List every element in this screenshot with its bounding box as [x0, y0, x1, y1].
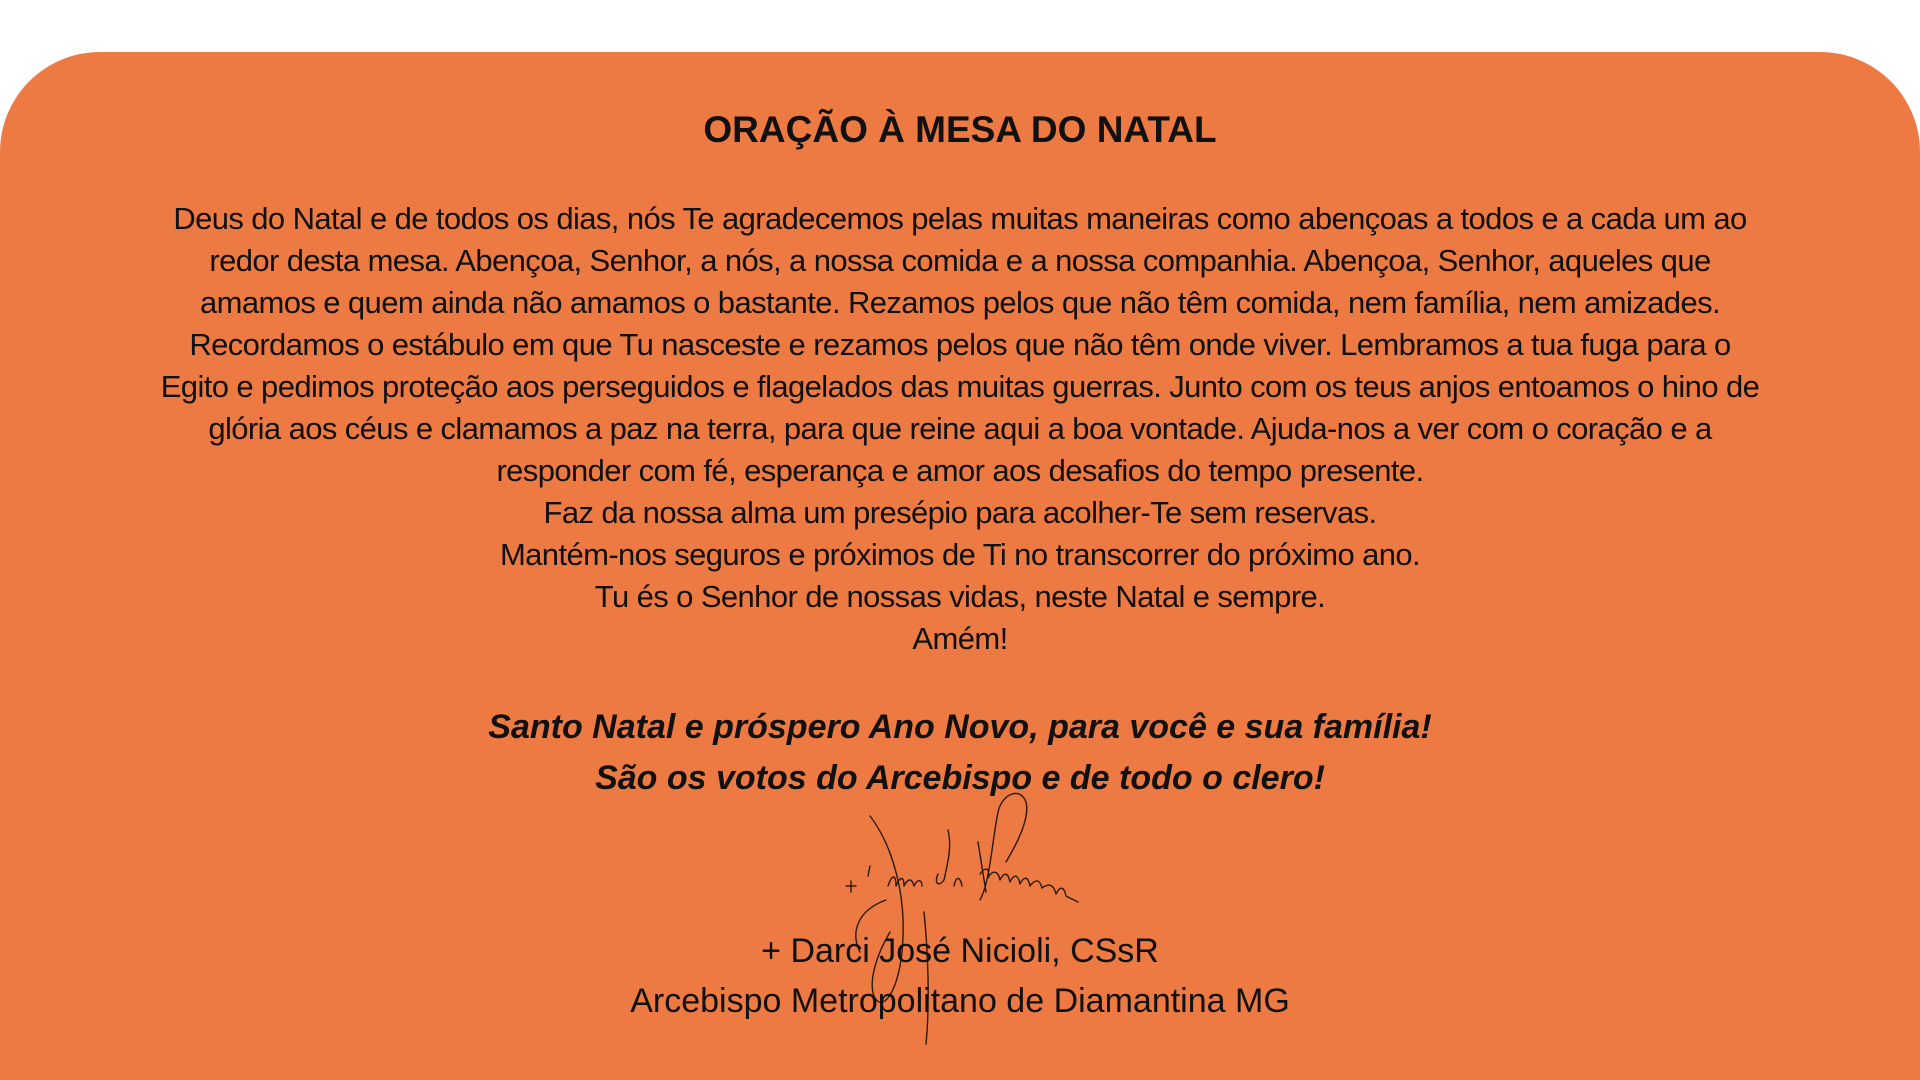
signer-title: Arcebispo Metropolitano de Diamantina MG — [630, 982, 1290, 1020]
prayer-line: Deus do Natal e de todos os dias, nós Te agradecemos pelas muitas maneiras como abençoas a todos e a cada um ao — [173, 201, 1747, 236]
prayer-line: Tu és o Senhor de nossas vidas, neste Natal e sempre. — [594, 579, 1326, 614]
prayer-line: Mantém-nos seguros e próximos de Ti no transcorrer do próximo ano. — [499, 537, 1421, 572]
prayer-line: Recordamos o estábulo em que Tu nasceste e rezamos pelos que não têm onde viver. Lembramos a tua fuga para o — [189, 327, 1731, 362]
prayer-line: Faz da nossa alma um presépio para acolher-Te sem reservas. — [543, 495, 1377, 530]
prayer-line: Amém! — [912, 621, 1008, 656]
signer-name: + Darci José Nicioli, CSsR — [761, 932, 1159, 970]
prayer-text — [50, 198, 1870, 660]
signature-block — [0, 926, 1920, 1026]
prayer-line: redor desta mesa. Abençoa, Senhor, a nós, a nossa comida e a nossa companhia. Abençoa, Senhor, aqueles que — [209, 243, 1711, 278]
prayer-line: glória aos céus e clamamos a paz na terra, para que reine aqui a boa vontade. Ajuda-nos a ver com o coração e a — [208, 411, 1712, 446]
prayer-line: responder com fé, esperança e amor aos desafios do tempo presente. — [496, 453, 1424, 488]
wishes-line: São os votos do Arcebispo e de todo o clero! — [595, 759, 1325, 797]
prayer-line: amamos e quem ainda não amamos o bastante. Rezamos pelos que não têm comida, nem família, nem amizades. — [199, 285, 1721, 320]
prayer-line: Egito e pedimos proteção aos perseguidos e flagelados das muitas guerras. Junto com os teus anjos entoamos o hino de — [160, 369, 1760, 404]
page-title: ORAÇÃO À MESA DO NATAL — [703, 109, 1217, 150]
prayer-card — [0, 52, 1920, 1080]
wishes-line: Santo Natal e próspero Ano Novo, para você e sua família! — [488, 708, 1432, 746]
